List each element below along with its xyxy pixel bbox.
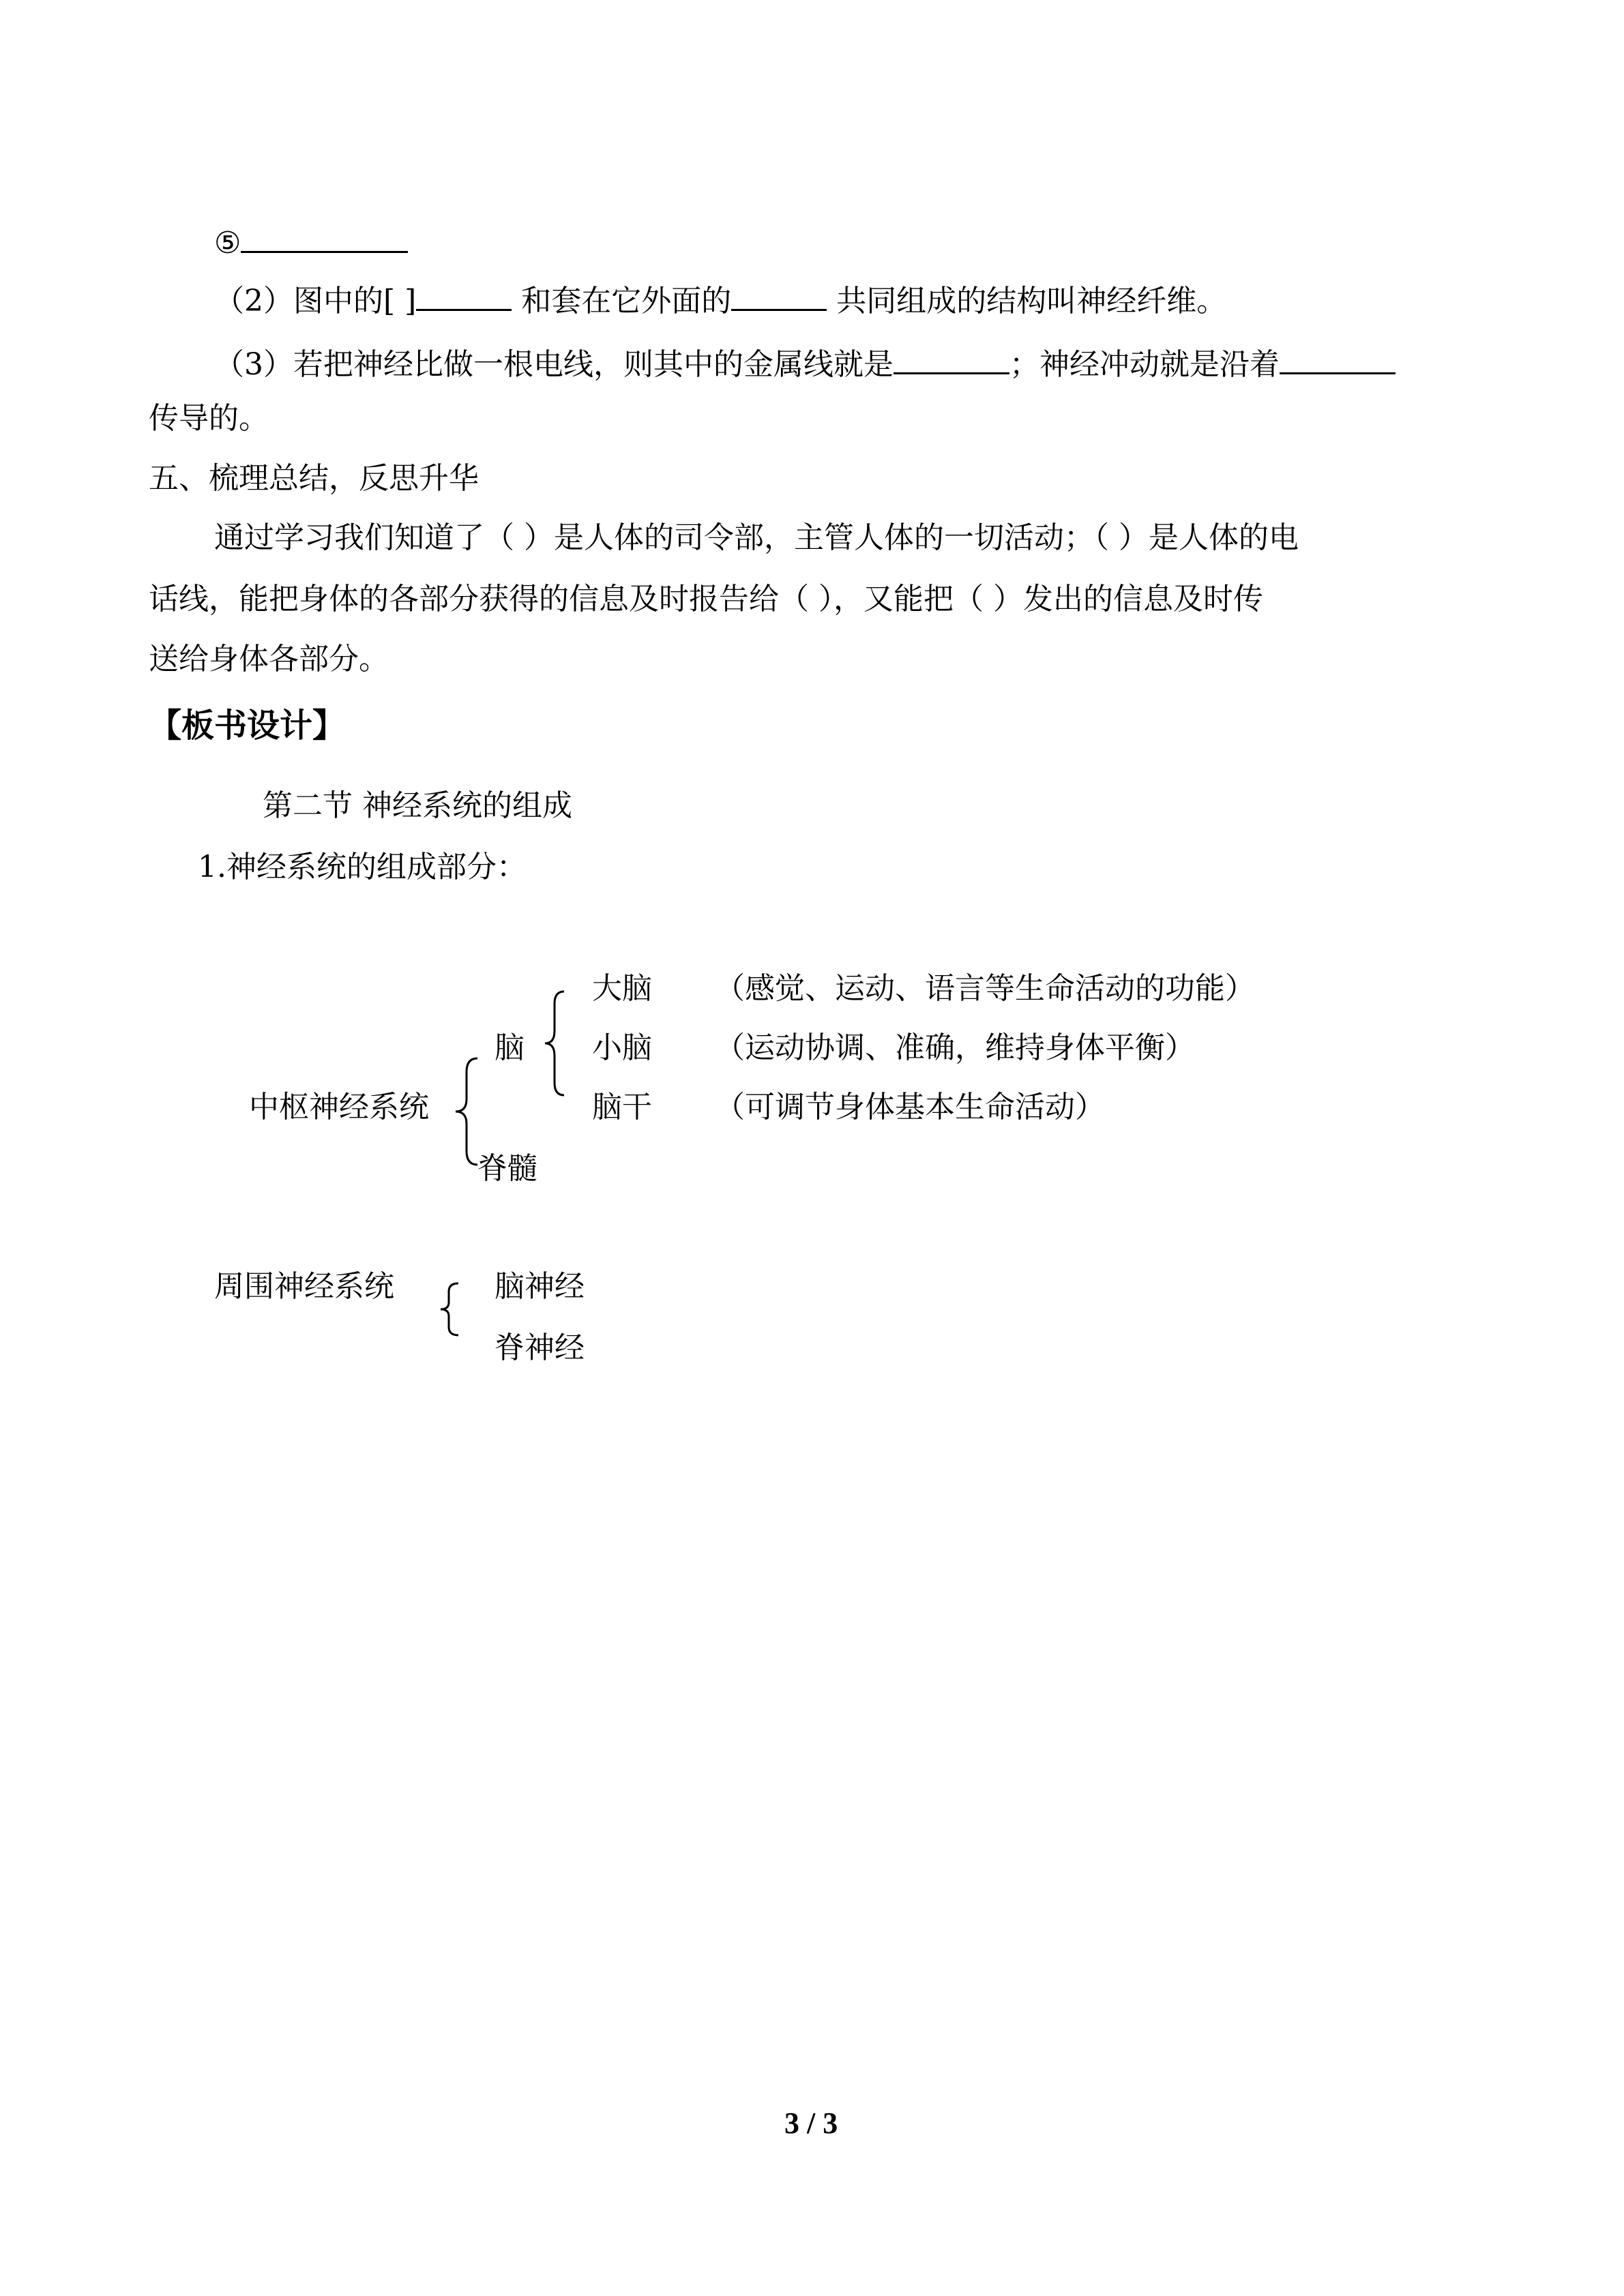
item-5-blank[interactable]	[241, 224, 408, 253]
brainstem-label: 脑干	[592, 1090, 652, 1124]
question-2	[214, 282, 1226, 316]
question-2-prefix: （2）图中的[ ]	[214, 284, 417, 318]
spinal-cord-label: 脊髓	[477, 1151, 537, 1186]
cranial-nerves-label: 脑神经	[494, 1269, 585, 1304]
cerebellum-label: 小脑	[592, 1030, 652, 1065]
peripheral-nervous-system-label: 周围神经系统	[214, 1269, 394, 1304]
brainstem-function: （可调节身体基本生命活动）	[715, 1090, 1105, 1124]
item-5	[214, 224, 408, 258]
summary-line-3: 送给身体各部分。	[149, 642, 389, 676]
question-3-blank-2[interactable]	[1280, 345, 1396, 374]
peripheral-brace	[438, 1281, 461, 1338]
brain-label: 脑	[494, 1030, 525, 1065]
section-title: 第二节 神经系统的组成	[263, 788, 572, 823]
summary-line-2: 话线，能把身体的各部分获得的信息及时报告给（ ），又能把（ ）发出的信息及时传	[149, 582, 1263, 616]
cerebrum-label: 大脑	[592, 971, 652, 1006]
question-3-middle: ；神经冲动就是沿着	[1009, 347, 1280, 382]
question-2-blank-1[interactable]	[416, 282, 512, 311]
board-design-heading: 【板书设计】	[149, 706, 346, 745]
question-3-prefix: （3）若把神经比做一根电线，则其中的金属线就是	[214, 347, 894, 382]
summary-line-1: 通过学习我们知道了（ ）是人体的司令部，主管人体的一切活动；（ ）是人体的电	[214, 520, 1299, 555]
question-2-blank-2[interactable]	[731, 282, 827, 311]
question-3-blank-1[interactable]	[894, 345, 1009, 374]
central-brace	[453, 1056, 480, 1168]
question-3-continued: 传导的。	[149, 401, 269, 436]
summary-heading: 五、梳理总结，反思升华	[149, 461, 479, 496]
spinal-nerves-label: 脊神经	[494, 1330, 585, 1365]
central-nervous-system-label: 中枢神经系统	[249, 1090, 429, 1124]
question-2-middle: 和套在它外面的	[512, 284, 732, 318]
question-3	[214, 345, 1396, 380]
item-5-label: ⑤	[214, 226, 241, 260]
brain-brace	[542, 989, 567, 1098]
page-number: 3 / 3	[784, 2106, 838, 2140]
question-2-suffix: 共同组成的结构叫神经纤维。	[827, 284, 1227, 318]
board-item-1: 1.神经系统的组成部分：	[198, 850, 527, 884]
cerebellum-function: （运动协调、准确，维持身体平衡）	[715, 1030, 1195, 1065]
cerebrum-function: （感觉、运动、语言等生命活动的功能）	[715, 971, 1255, 1006]
